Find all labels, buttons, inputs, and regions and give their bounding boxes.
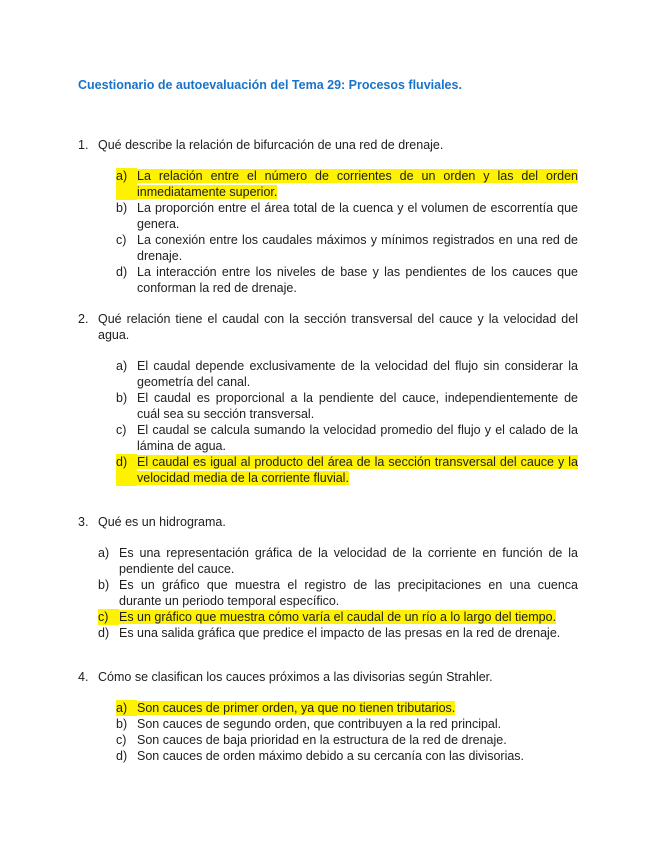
- option-list: [116, 700, 578, 764]
- option-list: [98, 545, 578, 641]
- option-letter: b): [116, 201, 128, 215]
- option-letter: d): [116, 454, 137, 486]
- option-text: Es un gráfico que muestra cómo varía el caudal de un río a lo largo del tiempo.: [119, 610, 557, 624]
- question-text: Cómo se clasifican los cauces próximos a las divisorias según Strahler.: [98, 670, 493, 684]
- option-1b: [116, 200, 578, 232]
- option-text: Son cauces de baja prioridad en la estructura de la red de drenaje.: [137, 733, 507, 747]
- option-letter: c): [116, 733, 127, 747]
- option-text: La conexión entre los caudales máximos y mínimos registrados en una red de drenaje.: [137, 233, 578, 263]
- option-4d: [116, 748, 578, 764]
- question-1: [78, 137, 578, 296]
- question-number: 1.: [78, 138, 89, 152]
- question-text: Qué describe la relación de bifurcación de una red de drenaje.: [98, 138, 444, 152]
- option-2d: [116, 454, 578, 486]
- option-2b: [116, 390, 578, 422]
- option-letter: a): [116, 168, 137, 200]
- option-letter: c): [116, 423, 127, 437]
- option-text: El caudal depende exclusivamente de la velocidad del flujo sin considerar la geometría del canal.: [137, 359, 578, 389]
- option-text: El caudal es igual al producto del área de la sección transversal del cauce y la velocidad media de la corriente fluvial.: [137, 455, 578, 485]
- option-text: Es una representación gráfica de la velocidad de la corriente en función de la pendiente del cauce.: [119, 546, 578, 576]
- option-letter: d): [116, 749, 128, 763]
- page-title: Cuestionario de autoevaluación del Tema 29: Procesos fluviales.: [78, 78, 462, 92]
- option-list: [116, 358, 578, 486]
- option-letter: b): [116, 717, 128, 731]
- option-letter: c): [98, 609, 119, 625]
- option-text: El caudal se calcula sumando la velocidad promedio del flujo y el calado de la lámina de agua.: [137, 423, 578, 453]
- option-text: La interacción entre los niveles de base y las pendientes de los cauces que conforman la red de drenaje.: [137, 265, 578, 295]
- option-text: Son cauces de primer orden, ya que no tienen tributarios.: [137, 701, 456, 715]
- option-3b: [98, 577, 578, 609]
- question-4: [78, 669, 578, 764]
- option-text: Es una salida gráfica que predice el impacto de las presas en la red de drenaje.: [119, 626, 561, 640]
- question-number: 2.: [78, 312, 89, 326]
- option-3c: [98, 609, 578, 625]
- question-2: [78, 311, 578, 486]
- question-number: 3.: [78, 515, 89, 529]
- option-text: Son cauces de segundo orden, que contribuyen a la red principal.: [137, 717, 502, 731]
- option-1c: [116, 232, 578, 264]
- option-letter: d): [116, 265, 128, 279]
- option-4a: [116, 700, 578, 716]
- option-letter: c): [116, 233, 127, 247]
- option-3d: [98, 625, 578, 641]
- option-letter: a): [116, 359, 128, 373]
- question-text: Qué relación tiene el caudal con la sección transversal del cauce y la velocidad del agua.: [98, 312, 578, 342]
- option-letter: a): [98, 546, 110, 560]
- option-letter: b): [116, 391, 128, 405]
- option-text: La proporción entre el área total de la cuenca y el volumen de escorrentía que genera.: [137, 201, 578, 231]
- option-1d: [116, 264, 578, 296]
- question-3: [78, 514, 578, 641]
- option-text: Son cauces de orden máximo debido a su cercanía con las divisorias.: [137, 749, 525, 763]
- option-4c: [116, 732, 578, 748]
- option-text: Es un gráfico que muestra el registro de las precipitaciones en una cuenca durante un periodo temporal específico.: [119, 578, 578, 608]
- option-4b: [116, 716, 578, 732]
- option-2a: [116, 358, 578, 390]
- option-2c: [116, 422, 578, 454]
- question-text: Qué es un hidrograma.: [98, 515, 226, 529]
- option-3a: [98, 545, 578, 577]
- question-number: 4.: [78, 670, 89, 684]
- option-1a: [116, 168, 578, 200]
- option-list: [116, 168, 578, 296]
- option-text: La relación entre el número de corrientes de un orden y las del orden inmediatamente superior.: [137, 169, 578, 199]
- option-letter: a): [116, 700, 137, 716]
- option-letter: b): [98, 578, 110, 592]
- option-text: El caudal es proporcional a la pendiente del cauce, independientemente de cuál sea su sección transversal.: [137, 391, 578, 421]
- option-letter: d): [98, 626, 110, 640]
